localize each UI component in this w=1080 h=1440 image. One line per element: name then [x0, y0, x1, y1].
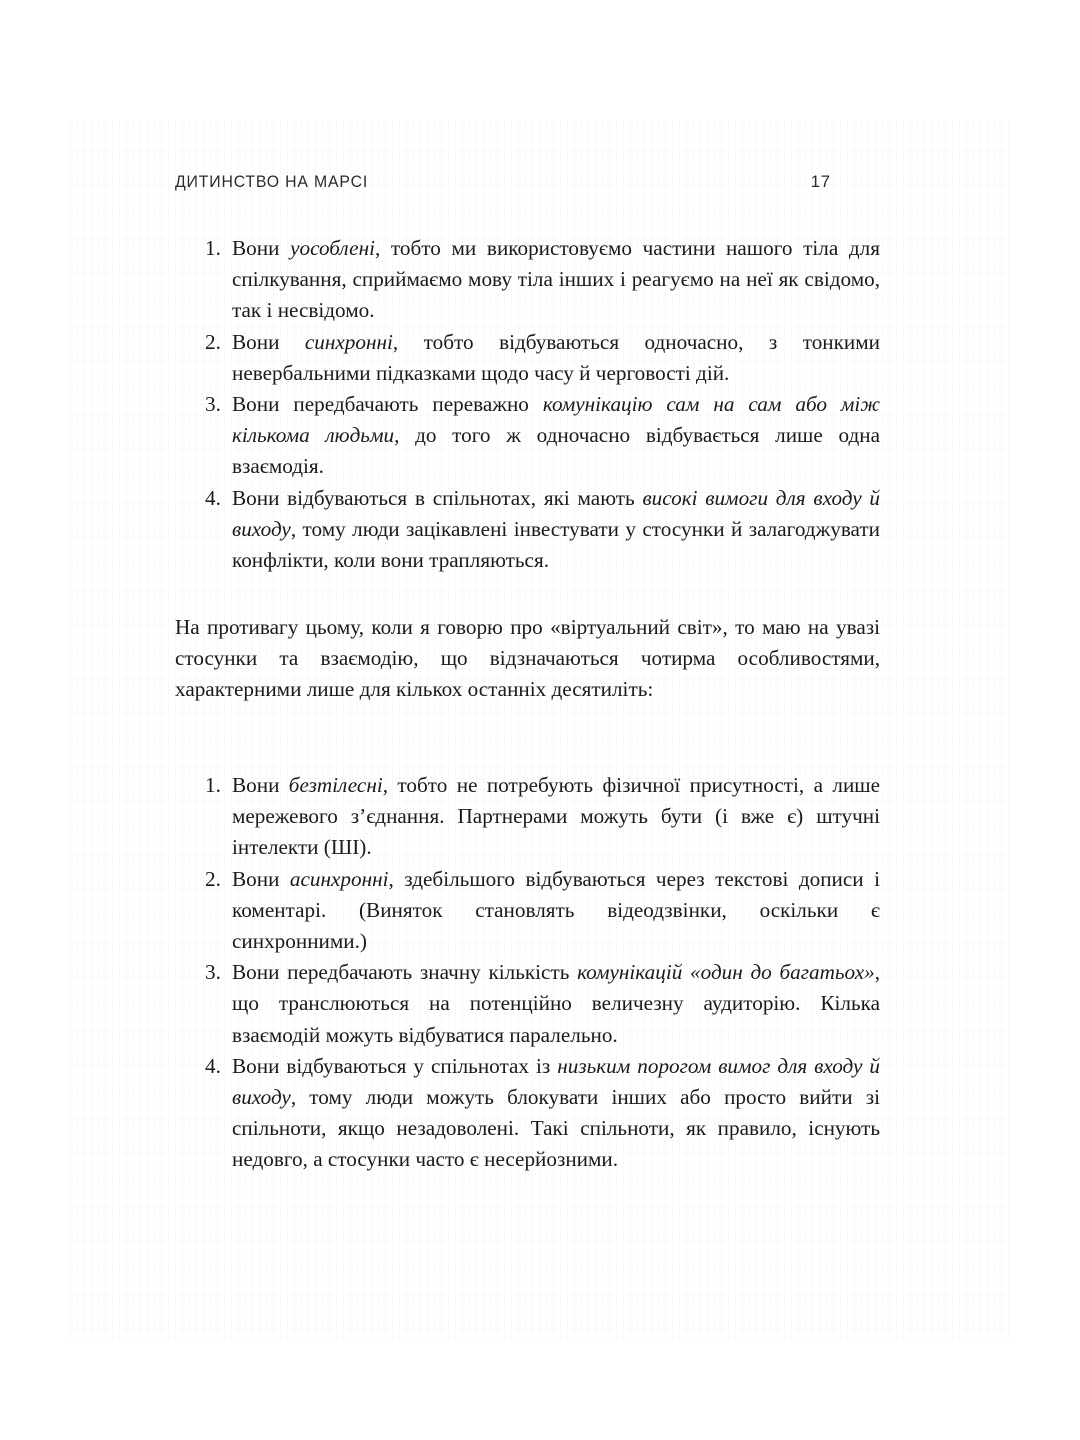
list-marker: 4.: [205, 485, 221, 510]
running-head: [175, 172, 831, 192]
list-marker: 2.: [205, 866, 221, 891]
list-marker: 2.: [205, 329, 221, 354]
list-item: [175, 483, 880, 577]
list-marker: 3.: [205, 392, 221, 417]
list-marker: 1.: [205, 236, 221, 260]
list-item-text: Вони передбачають значну кількість комунікацій «один до багатьох», що транслюються на потенційно величезну аудиторію. Кілька взаємодій можуть відбуватися паралельно.: [232, 960, 880, 1047]
list-item-text: Вони відбуваються в спільнотах, які мають високі вимоги для входу й виходу, тому люди зацікавлені інвестувати у стосунки й залагоджувати конфлікти, коли вони трапляються.: [232, 485, 880, 573]
list-marker: 3.: [205, 960, 221, 985]
list-item: [175, 233, 880, 327]
running-head-title: ДИТИНСТВО НА МАРСІ: [175, 172, 369, 191]
list-item: [175, 327, 880, 389]
list-marker: 1.: [205, 773, 221, 797]
list-item-text: Вони асинхронні, здебільшого відбуваються через текстові дописи і коментарі. (Виняток становлять відеодзвінки, оскільки є синхронними.): [232, 866, 880, 954]
list-item-text: Вони відбуваються у спільнотах із низьким порогом вимог для входу й виходу, тому люди можуть блокувати інших або просто вийти зі спільноти, якщо незадоволені. Такі спільноти, як правило, існують недовго, а стосунки часто є несерйозними.: [232, 1053, 880, 1172]
numbered-list-physical: [175, 233, 880, 576]
list-item-text: Вони безтілесні, тобто не потребують фізичної присутності, а лише мережевого з’єднання. Партнерами можуть бути (і вже є) штучні інтелекти (ШІ).: [232, 773, 881, 860]
list-item: [175, 389, 880, 483]
numbered-list-virtual: [175, 770, 880, 1176]
list-item: [175, 864, 880, 958]
list-two: [175, 770, 880, 1176]
list-item: [175, 957, 880, 1051]
page-number: 17: [810, 172, 831, 191]
list-item: [175, 770, 880, 864]
transition-paragraph-block: [175, 612, 880, 706]
list-item-text: Вони синхронні, тобто відбуваються одночасно, з тонкими невербальними підказками щодо часу й черговості дій.: [232, 329, 880, 385]
transition-paragraph: На противагу цьому, коли я говорю про «віртуальний світ», то маю на увазі стосунки та взаємодію, що відзначаються чотирма особливостями, характерними лише для кількох останніх десятиліть:: [175, 615, 880, 702]
list-item-text: Вони передбачають переважно комунікацію сам на сам або між кількома людьми, до того ж одночасно відбувається лише одна взаємодія.: [232, 392, 880, 479]
list-item: [175, 1051, 880, 1176]
list-item-text: Вони уособлені, тобто ми використовуємо частини нашого тіла для спілкування, сприймаємо мову тіла інших і реагуємо на неї як свідомо, так і несвідомо.: [232, 236, 881, 323]
list-marker: 4.: [205, 1053, 221, 1078]
list-one: [175, 233, 880, 576]
